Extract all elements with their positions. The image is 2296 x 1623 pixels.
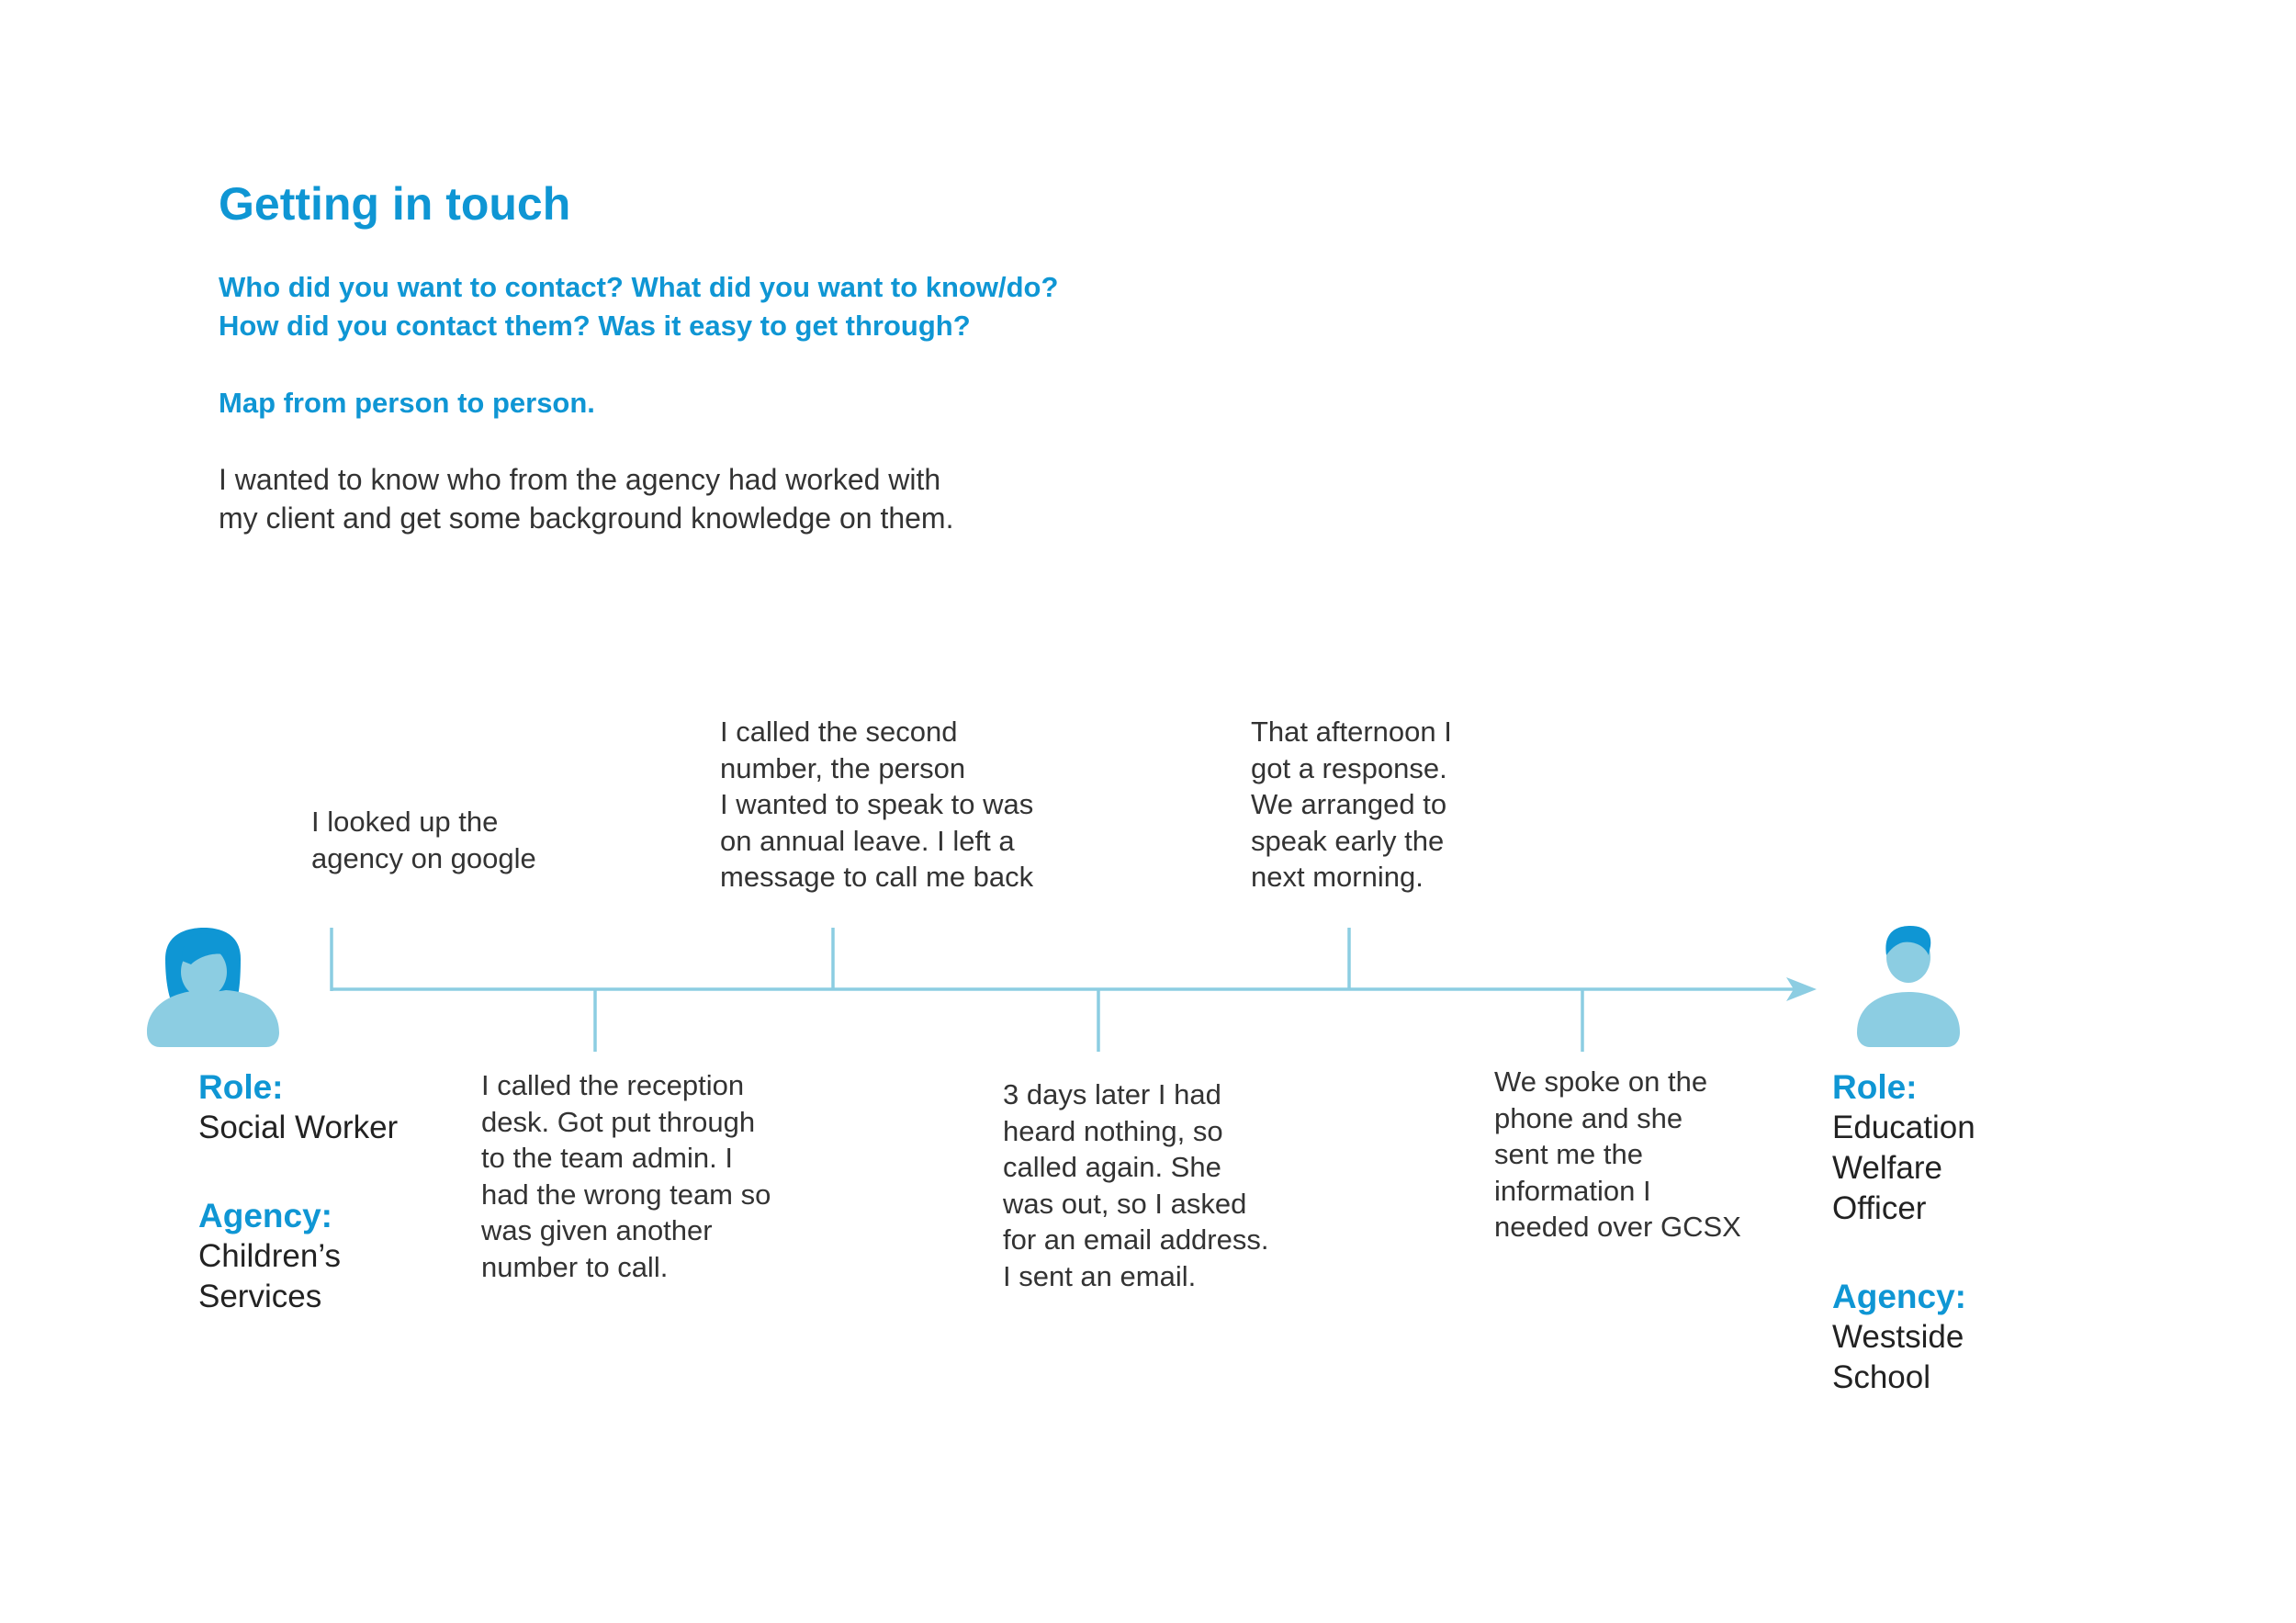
- note-line: phone and she: [1494, 1101, 1683, 1134]
- step-note-4: [1003, 1076, 1268, 1294]
- to-agency-line: Westside: [1832, 1319, 1964, 1355]
- page-title: Getting in touch: [219, 178, 571, 230]
- note-line: number, the person: [720, 751, 966, 784]
- note-line: on annual leave. I left a: [720, 824, 1015, 857]
- note-line: agency on google: [311, 841, 536, 874]
- from-role-line: Social Worker: [198, 1110, 399, 1145]
- to-agency-line: School: [1832, 1359, 1931, 1395]
- note-line: I called the second: [720, 716, 958, 748]
- note-line: I looked up the: [311, 806, 499, 838]
- from-agency-line: Children’s: [198, 1238, 341, 1274]
- from-role-label: Role:: [198, 1068, 284, 1106]
- man-person-icon: [1857, 926, 1960, 1047]
- step-note-2: [481, 1067, 771, 1285]
- intro-line-2: my client and get some background knowledge on them.: [219, 502, 954, 535]
- note-line: desk. Got put through: [481, 1105, 756, 1138]
- note-line: speak early the: [1251, 824, 1445, 857]
- note-line: number to call.: [481, 1250, 669, 1283]
- woman-person-icon: [147, 928, 279, 1047]
- prompt-question-1: Who did you want to contact? What did you want to know/do?: [219, 271, 1059, 303]
- note-line: sent me the: [1494, 1138, 1643, 1170]
- intro-line-1: I wanted to know who from the agency had worked with: [219, 463, 941, 496]
- note-line: for an email address.: [1003, 1223, 1269, 1256]
- note-line: 3 days later I had: [1003, 1078, 1221, 1110]
- note-line: We arranged to: [1251, 788, 1447, 820]
- note-line: information I: [1494, 1174, 1651, 1207]
- step-note-6: [1494, 1064, 1741, 1245]
- from-person-details: [198, 1067, 398, 1317]
- note-line: was out, so I asked: [1003, 1187, 1247, 1220]
- note-line: had the wrong team so: [481, 1178, 771, 1211]
- to-role-line: Education: [1832, 1110, 1975, 1145]
- from-role-value: [198, 1108, 398, 1148]
- from-agency-label: Agency:: [198, 1197, 332, 1234]
- from-agency-line: Services: [198, 1279, 322, 1314]
- note-line: heard nothing, so: [1003, 1114, 1223, 1147]
- prompt-question-2: How did you contact them? Was it easy to get through?: [219, 310, 971, 342]
- step-note-3: [720, 714, 1033, 896]
- step-note-1: [311, 804, 536, 876]
- to-agency-value: [1832, 1317, 1975, 1398]
- note-line: I wanted to speak to was: [720, 788, 1034, 820]
- note-line: That afternoon I: [1251, 716, 1452, 748]
- note-line: was given another: [481, 1214, 713, 1246]
- to-role-line: Officer: [1832, 1190, 1927, 1226]
- to-role-value: [1832, 1108, 1975, 1229]
- note-line: to the team admin. I: [481, 1142, 733, 1174]
- note-line: I sent an email.: [1003, 1259, 1197, 1292]
- note-line: We spoke on the: [1494, 1065, 1708, 1098]
- to-role-line: Welfare: [1832, 1150, 1942, 1186]
- to-person-details: [1832, 1067, 1975, 1398]
- note-line: message to call me back: [720, 861, 1034, 893]
- from-agency-value: [198, 1236, 398, 1317]
- note-line: I called the reception: [481, 1069, 745, 1101]
- note-line: next morning.: [1251, 861, 1424, 893]
- note-line: needed over GCSX: [1494, 1211, 1741, 1243]
- note-line: called again. She: [1003, 1151, 1221, 1183]
- step-note-5: [1251, 714, 1452, 896]
- note-line: got a response.: [1251, 751, 1447, 784]
- to-role-label: Role:: [1832, 1068, 1918, 1106]
- prompt-instruction: Map from person to person.: [219, 387, 595, 419]
- to-agency-label: Agency:: [1832, 1278, 1966, 1315]
